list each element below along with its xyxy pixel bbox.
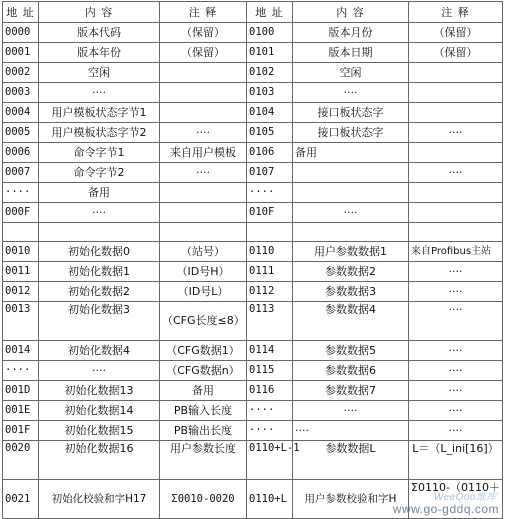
- content-cell: 用户模板状态字节1: [39, 103, 160, 123]
- content-cell: 参数数据L: [293, 441, 409, 480]
- content-cell: 初始化数据14: [39, 401, 160, 421]
- watermark-logo-text: WeeQoo维库: [433, 492, 497, 503]
- address-cell: 0102: [247, 63, 293, 83]
- content-cell: 初始化数据1: [39, 262, 160, 282]
- content-cell: 初始化数据2: [39, 282, 160, 302]
- header-address: 地 址: [3, 2, 39, 23]
- address-cell: 0116: [247, 381, 293, 401]
- content-cell: 空闲: [293, 63, 409, 83]
- address-cell: 0110+L: [247, 480, 293, 519]
- note-cell: （保留）: [160, 43, 247, 63]
- address-cell: 0003: [3, 83, 39, 103]
- note-cell: [160, 183, 247, 203]
- note-cell: [160, 203, 247, 223]
- content-cell: 版本代码: [39, 23, 160, 43]
- address-cell: 0107: [247, 163, 293, 183]
- address-cell: ····: [3, 183, 39, 203]
- content-cell: [293, 223, 409, 242]
- header-content: 内 容: [39, 2, 160, 23]
- address-cell: 0012: [3, 282, 39, 302]
- content-cell: 空闲: [39, 63, 160, 83]
- note-cell: 用户参数长度: [160, 441, 247, 480]
- table-row: [3, 143, 503, 163]
- note-cell: ····: [409, 381, 503, 401]
- address-cell: 0013: [3, 302, 39, 341]
- note-cell: L＝（L_ini[16]）: [409, 441, 503, 480]
- address-cell: 0105: [247, 123, 293, 143]
- address-cell: 0113: [247, 302, 293, 341]
- table-row: [3, 103, 503, 123]
- note-cell: [409, 223, 503, 242]
- note-cell: ····: [409, 341, 503, 361]
- content-cell: ····: [39, 361, 160, 381]
- content-cell: 命令字节1: [39, 143, 160, 163]
- note-cell: Σ0110-（0110＋: [409, 480, 503, 519]
- table-row: [3, 441, 503, 480]
- content-cell: 初始化数据4: [39, 341, 160, 361]
- content-cell: 初始化数据16: [39, 441, 160, 480]
- table-row: [3, 242, 503, 262]
- note-cell: ····: [409, 262, 503, 282]
- note-cell: ····: [409, 123, 503, 143]
- content-cell: 版本年份: [39, 43, 160, 63]
- note-cell: （CFG数据1）: [160, 341, 247, 361]
- address-cell: [3, 223, 39, 242]
- content-cell: 备用: [293, 143, 409, 163]
- content-cell: 参数数据3: [293, 282, 409, 302]
- note-cell: （保留）: [160, 23, 247, 43]
- table-row: [3, 63, 503, 83]
- note-cell: ····: [409, 282, 503, 302]
- note-cell: （CFG数据n）: [160, 361, 247, 381]
- header-address-2: 地 址: [247, 2, 293, 23]
- note-cell: （站号）: [160, 242, 247, 262]
- address-cell: 0106: [247, 143, 293, 163]
- note-cell: [160, 103, 247, 123]
- content-cell: 参数数据6: [293, 361, 409, 381]
- address-cell: 001D: [3, 381, 39, 401]
- note-cell: ····: [409, 361, 503, 381]
- note-cell: ····: [409, 401, 503, 421]
- address-cell: 0001: [3, 43, 39, 63]
- address-cell: 010F: [247, 203, 293, 223]
- table-row: [3, 302, 503, 341]
- address-cell: 0100: [247, 23, 293, 43]
- table-row: [3, 282, 503, 302]
- note-cell: [409, 143, 503, 163]
- address-cell: 000F: [3, 203, 39, 223]
- address-cell: 0115: [247, 361, 293, 381]
- note-cell: [409, 183, 503, 203]
- content-cell: [293, 163, 409, 183]
- note-cell: PB输出长度: [160, 421, 247, 441]
- blank-row: [3, 223, 503, 242]
- note-cell: 来自用户模板: [160, 143, 247, 163]
- note-cell: 来自Profibus主站: [409, 242, 503, 262]
- content-cell: 参数数据4: [293, 302, 409, 341]
- table-row: [3, 83, 503, 103]
- header-content-2: 内 容: [293, 2, 409, 23]
- note-cell: 备用: [160, 381, 247, 401]
- note-cell: [409, 103, 503, 123]
- table-row: [3, 203, 503, 223]
- note-cell: [409, 83, 503, 103]
- address-cell: 0103: [247, 83, 293, 103]
- content-cell: 版本月份: [293, 23, 409, 43]
- content-cell: ····: [293, 421, 409, 441]
- table-row: [3, 163, 503, 183]
- note-cell: PB输入长度: [160, 401, 247, 421]
- content-cell: 用户模板状态字节2: [39, 123, 160, 143]
- content-cell: ····: [293, 203, 409, 223]
- content-cell: 初始化数据13: [39, 381, 160, 401]
- content-cell: ····: [293, 83, 409, 103]
- address-cell: 0011: [3, 262, 39, 282]
- address-cell: 0010: [3, 242, 39, 262]
- note-cell: ····: [160, 123, 247, 143]
- address-cell: 001E: [3, 401, 39, 421]
- address-cell: ····: [247, 401, 293, 421]
- note-cell: （保留）: [409, 23, 503, 43]
- content-cell: 初始化校验和字H17: [39, 480, 160, 519]
- content-cell: 初始化数据15: [39, 421, 160, 441]
- note-cell: ····: [409, 302, 503, 341]
- table-row: [3, 43, 503, 63]
- address-cell: 0000: [3, 23, 39, 43]
- address-cell: ····: [247, 421, 293, 441]
- table-row: [3, 421, 503, 441]
- content-cell: 命令字节2: [39, 163, 160, 183]
- content-cell: 初始化数据0: [39, 242, 160, 262]
- content-cell: 参数数据7: [293, 381, 409, 401]
- note-cell: [160, 63, 247, 83]
- address-cell: 0004: [3, 103, 39, 123]
- address-cell: 0112: [247, 282, 293, 302]
- content-cell: ····: [39, 83, 160, 103]
- table-row: [3, 123, 503, 143]
- content-cell: 初始化数据3: [39, 302, 160, 341]
- content-cell: ····: [39, 203, 160, 223]
- table-row: [3, 183, 503, 203]
- note-cell: Σ0010-0020: [160, 480, 247, 519]
- header-row: [3, 2, 503, 23]
- address-cell: 0114: [247, 341, 293, 361]
- header-note-2: 注 释: [409, 2, 503, 23]
- address-cell: ····: [3, 361, 39, 381]
- address-cell: 0002: [3, 63, 39, 83]
- note-cell: （ID号L）: [160, 282, 247, 302]
- content-cell: 用户参数校验和字H: [293, 480, 409, 519]
- address-cell: 0005: [3, 123, 39, 143]
- content-cell: 接口板状态字: [293, 103, 409, 123]
- address-cell: 0111: [247, 262, 293, 282]
- address-cell: 0101: [247, 43, 293, 63]
- note-cell: （保留）: [409, 43, 503, 63]
- note-cell: （ID号H）: [160, 262, 247, 282]
- content-cell: 用户参数数据1: [293, 242, 409, 262]
- address-cell: 0110+L-1: [247, 441, 293, 480]
- address-cell: 0014: [3, 341, 39, 361]
- note-cell: [409, 63, 503, 83]
- content-cell: [293, 183, 409, 203]
- content-cell: [39, 223, 160, 242]
- address-cell: 0007: [3, 163, 39, 183]
- note-cell: ····: [160, 163, 247, 183]
- table-row: [3, 361, 503, 381]
- note-cell: （CFG长度≤8）: [160, 302, 247, 341]
- header-note: 注 释: [160, 2, 247, 23]
- content-cell: 版本日期: [293, 43, 409, 63]
- address-cell: 0006: [3, 143, 39, 163]
- content-cell: 备用: [39, 183, 160, 203]
- watermark: [392, 492, 499, 516]
- address-map-table: [2, 1, 503, 519]
- table-row: [3, 341, 503, 361]
- note-cell: [409, 203, 503, 223]
- note-cell: [160, 83, 247, 103]
- note-cell: ····: [409, 163, 503, 183]
- address-cell: 0021: [3, 480, 39, 519]
- address-cell: 0110: [247, 242, 293, 262]
- table-row: [3, 381, 503, 401]
- address-cell: 001F: [3, 421, 39, 441]
- address-cell: [247, 223, 293, 242]
- table-row: [3, 401, 503, 421]
- address-cell: ····: [247, 183, 293, 203]
- content-cell: ····: [293, 401, 409, 421]
- content-cell: 接口板状态字: [293, 123, 409, 143]
- address-cell: 0104: [247, 103, 293, 123]
- note-cell: [160, 223, 247, 242]
- table-row: [3, 262, 503, 282]
- address-cell: 0020: [3, 441, 39, 480]
- content-cell: 参数数据5: [293, 341, 409, 361]
- watermark-url: www.go-gddq.com: [392, 502, 499, 516]
- table-row: [3, 23, 503, 43]
- note-cell: ····: [409, 421, 503, 441]
- content-cell: 参数数据2: [293, 262, 409, 282]
